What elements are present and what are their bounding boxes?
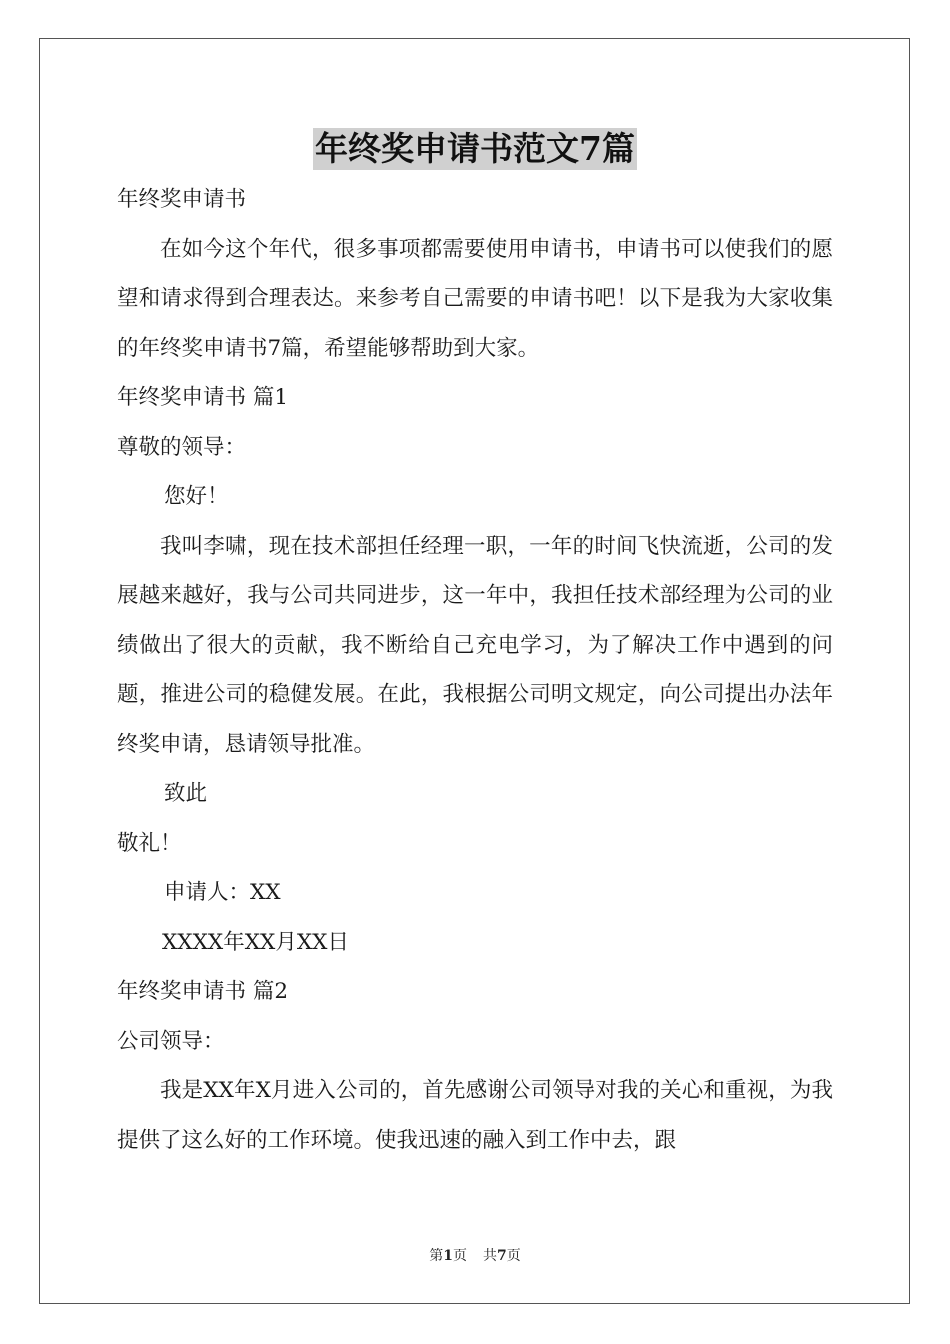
page-current: 1 bbox=[443, 1248, 453, 1264]
section-heading: 年终奖申请书 bbox=[117, 187, 247, 212]
section2-salutation: 公司领导： bbox=[117, 1028, 225, 1054]
total-suffix: 页 bbox=[506, 1248, 521, 1264]
section1-date: XXXX年XX月XX日 bbox=[162, 929, 349, 955]
total-prefix: 共 bbox=[483, 1248, 497, 1264]
page-footer bbox=[0, 1246, 950, 1266]
document-title: 年终奖申请书范文7篇 bbox=[315, 129, 635, 168]
section1-regards: 敬礼！ bbox=[117, 830, 182, 856]
section1-salutation: 尊敬的领导： bbox=[117, 434, 247, 460]
page-total: 7 bbox=[497, 1248, 507, 1264]
section1-heading: 年终奖申请书 篇1 bbox=[117, 385, 289, 410]
section1-body: 我叫李啸，现在技术部担任经理一职，一年的时间飞快流逝，公司的发展越来越好，我与公司共同进步，这一年中，我担任技术部经理为公司的业绩做出了很大的贡献，我不断给自己充电学习，为了解决工作中遇到的问题，推进公司的稳健发展。在此，我根据公司明文规定，向公司提出办法年终奖申请，恳请领导批准。 bbox=[117, 533, 833, 757]
section2-heading: 年终奖申请书 篇2 bbox=[117, 979, 289, 1004]
page-prefix: 第 bbox=[429, 1248, 444, 1264]
title-container bbox=[0, 128, 950, 170]
section1-closing: 致此 bbox=[164, 781, 208, 806]
section2-body: 我是XX年X月进入公司的，首先感谢公司领导对我的关心和重视，为我提供了这么好的工作环境。使我迅速的融入到工作中去，跟 bbox=[117, 1078, 833, 1153]
page-suffix: 页 bbox=[453, 1248, 467, 1264]
section1-applicant: 申请人：XX bbox=[164, 880, 281, 905]
section1-greeting: 您好！ bbox=[164, 484, 229, 509]
document-body bbox=[117, 175, 833, 1165]
intro-paragraph: 在如今这个年代，很多事项都需要使用申请书，申请书可以使我们的愿望和请求得到合理表达。来参考自己需要的申请书吧！以下是我为大家收集的年终奖申请书7篇，希望能够帮助到大家。 bbox=[117, 236, 833, 361]
